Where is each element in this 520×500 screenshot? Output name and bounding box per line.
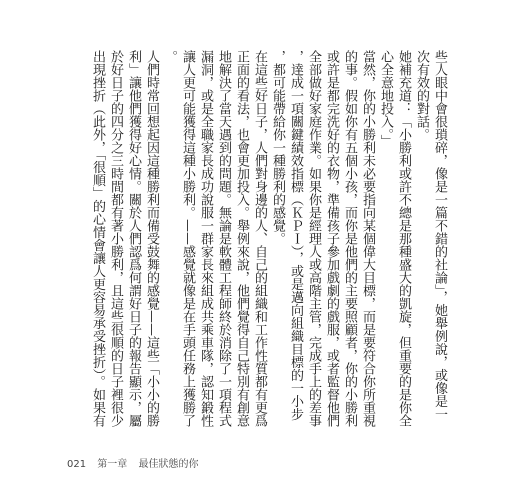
paragraph: 她補充道：「小勝利或許不總是那種盛大的凱旋，但重要的是你全心全意地投入。」 — [378, 50, 411, 427]
page-number: 021 — [67, 459, 87, 470]
chapter-title: 最佳狀態的你 — [138, 459, 199, 470]
paragraph: 人們時常回想起因這種勝利而備受鼓舞的感覺——這些「小小的勝利」讓他們獲得好心情。關於人們認爲何謂好日子的報告顯示，屬於好日子的四分之三時間都有著小勝利，且這些很順的日子裡很少出現挫折（此外，「很順」的心情會讓人更容易承受挫折）。如果有 — [90, 50, 159, 427]
body-text — [88, 50, 448, 428]
chapter-label: 第一章 — [97, 459, 128, 470]
paragraph: 在這些好日子，人們對身邊的人、自己的組織和工作性質都有更爲正面的看法，也會更加投入。舉例來說，他們覺得自己特別有創意地解決了當天遇到的問題。無論是軟體工程師終於消除了一項程式漏洞，或是全職家長成功說服一群家長來組成共乘車隊，認知鍛性讓人更可能獲得這種小勝利。——感覺就像是在手頭任務上獲勝了。 — [162, 50, 267, 427]
paragraph: 當然，你的小勝利未必要指向某個偉大目標，而是要符合你所重視的事。假如你有五個小孩，而你是他們的主要照顧者，你的小勝利或許是都完洗好的衣物，準備孩子參加戲劇的戲服，或者監督他們全部做好家庭作業。如果你是經理人或高階主管，完成手上的差事，達成一項關鍵績效指標（ＫＰＩ），或是邁向組織目標的一小步，都可能帶給你一種勝利的感覺。 — [270, 50, 375, 427]
page-footer — [67, 455, 198, 470]
paragraph: 些人眼中會很瑣碎，像是一篇不錯的社論」，她舉例說，或像是一次有效的對話。 — [414, 50, 447, 421]
